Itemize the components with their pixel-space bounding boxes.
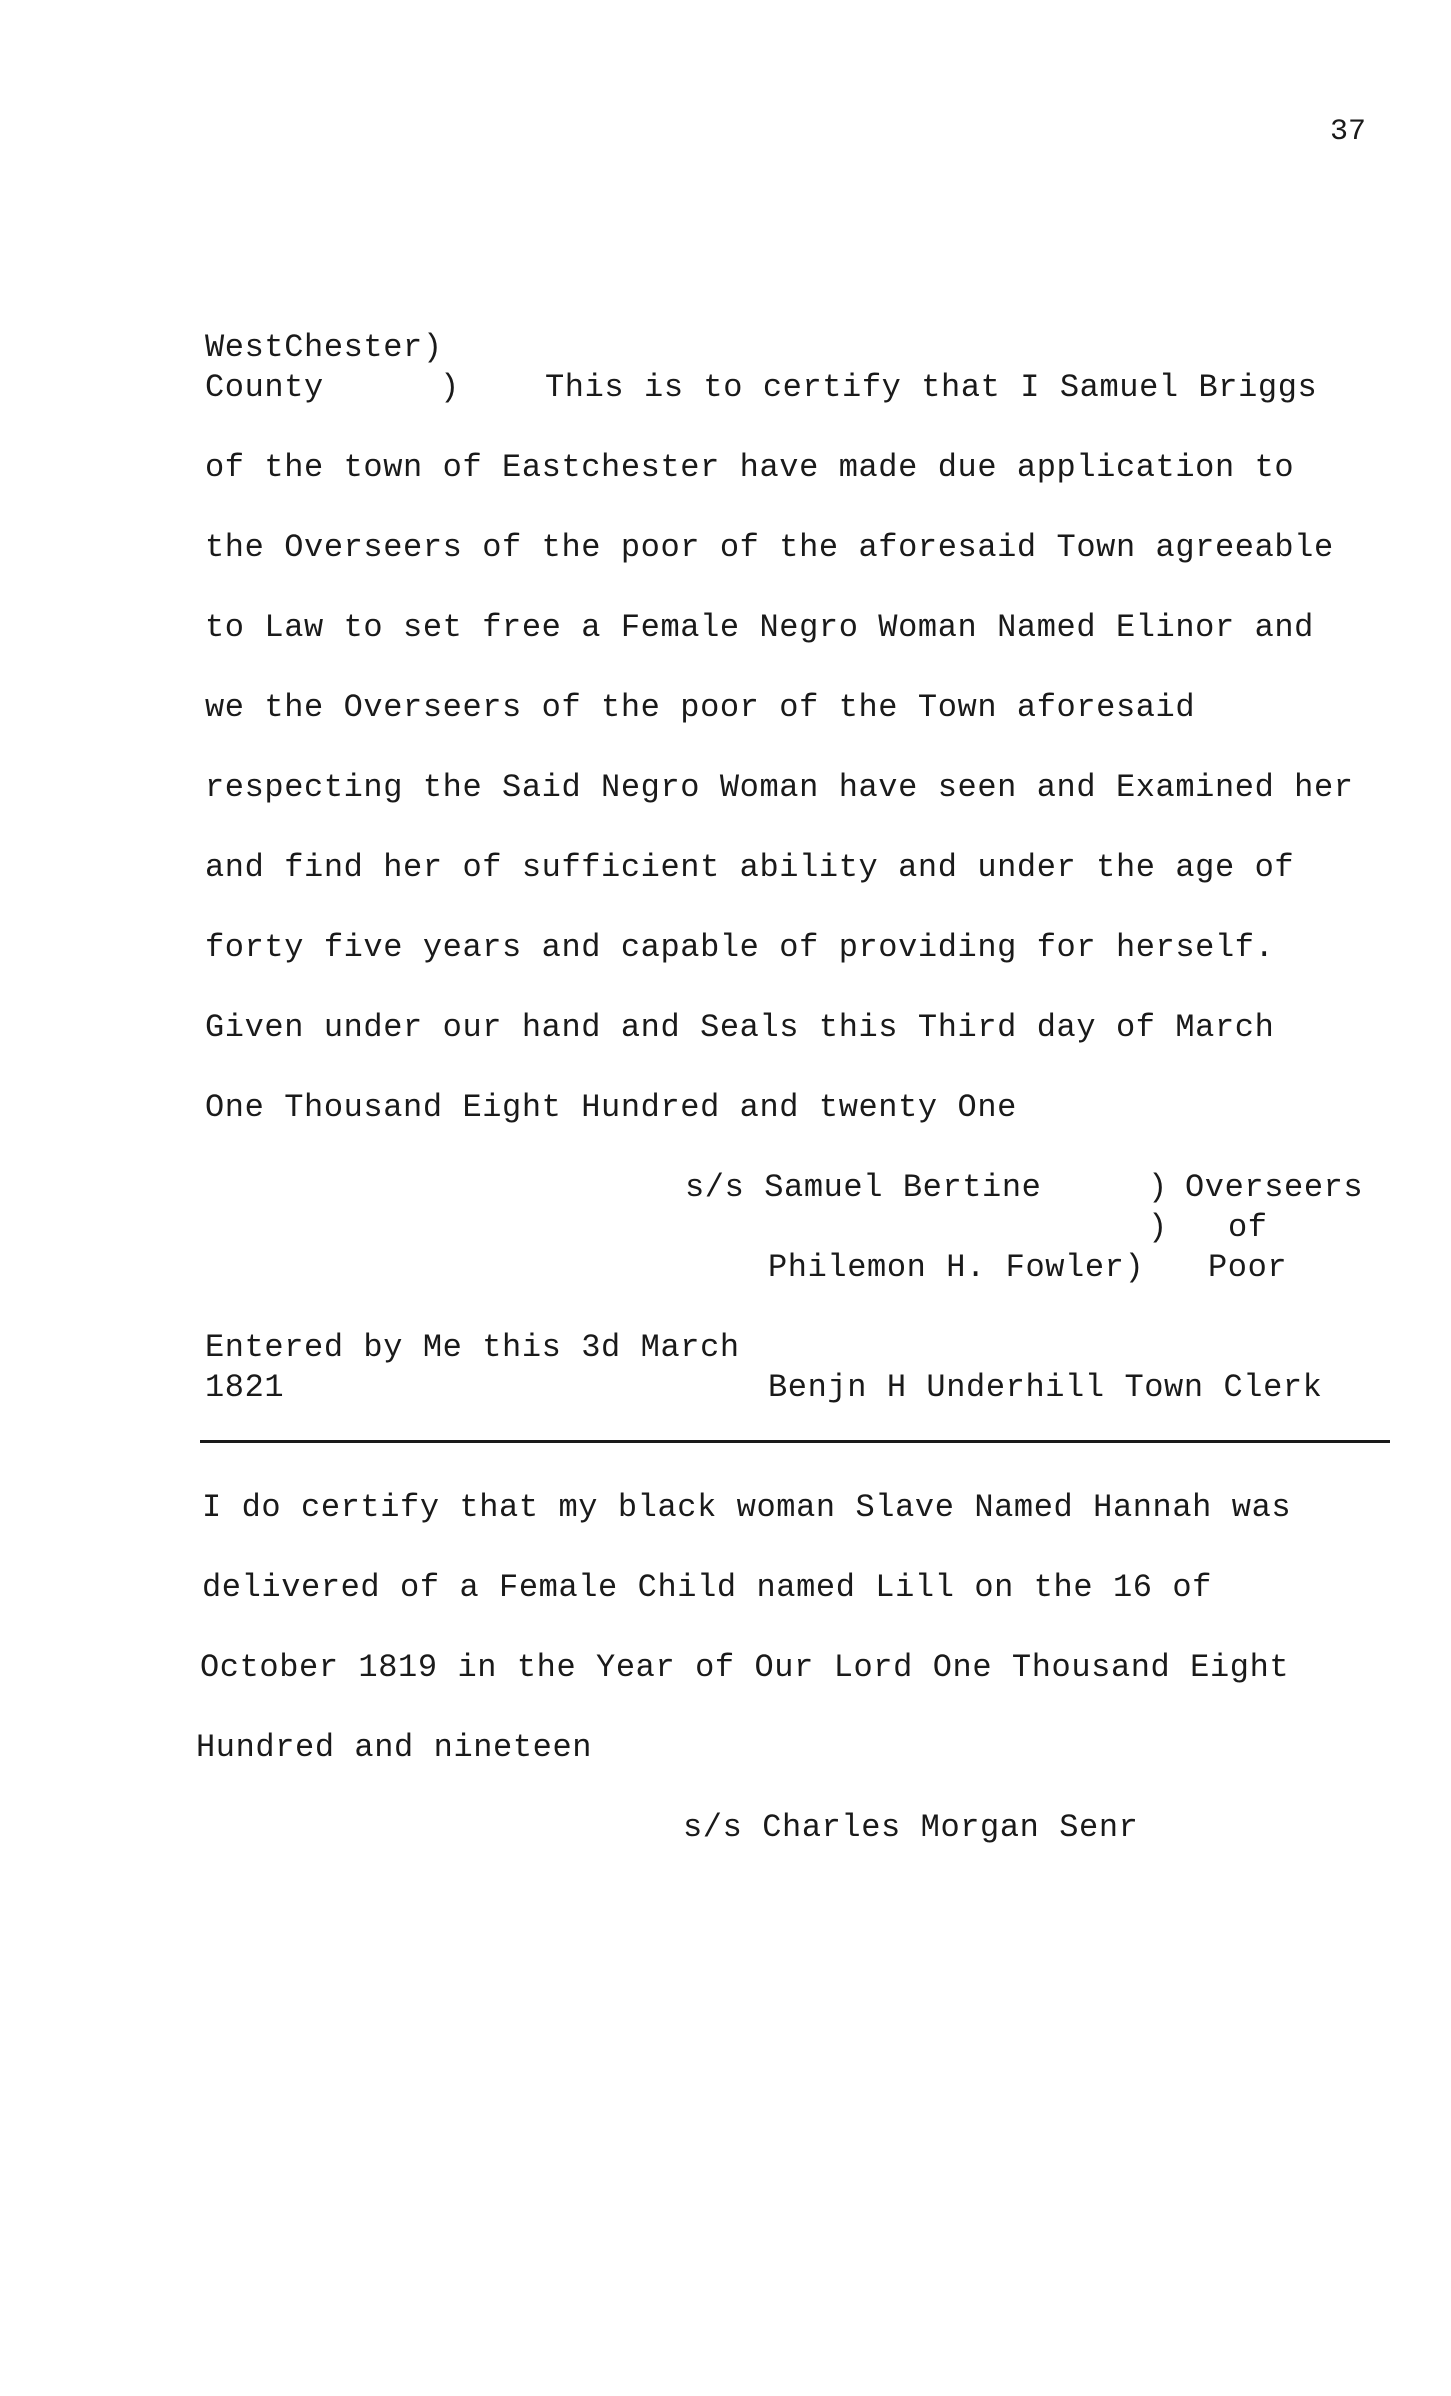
signature-bracket: ): [1148, 1169, 1168, 1206]
entry-year: 1821: [205, 1369, 285, 1406]
signature-philemon-fowler: Philemon H. Fowler): [768, 1249, 1145, 1286]
signature-charles-morgan: s/s Charles Morgan Senr: [683, 1809, 1139, 1846]
certificate-body-line: the Overseers of the poor of the aforesaid Town agreeable: [205, 529, 1334, 566]
certificate-body-line: to Law to set free a Female Negro Woman Named Elinor and: [205, 609, 1314, 646]
venue-county: County: [205, 369, 324, 406]
certificate-opening: This is to certify that I Samuel Briggs: [545, 369, 1318, 406]
certificate-body-line: One Thousand Eight Hundred and twenty One: [205, 1089, 1017, 1126]
role-poor: Poor: [1208, 1249, 1288, 1286]
birth-record-line: delivered of a Female Child named Lill on the 16 of: [202, 1569, 1212, 1606]
role-overseers: Overseers: [1185, 1169, 1364, 1206]
certificate-body-line: we the Overseers of the poor of the Town aforesaid: [205, 689, 1196, 726]
venue-paren: ): [440, 369, 460, 406]
certificate-body-line: forty five years and capable of providing for herself.: [205, 929, 1275, 966]
signature-bracket: ): [1148, 1209, 1168, 1246]
birth-record-line: October 1819 in the Year of Our Lord One Thousand Eight: [200, 1649, 1290, 1686]
role-of: of: [1228, 1209, 1268, 1246]
certificate-body-line: and find her of sufficient ability and under the age of: [205, 849, 1295, 886]
town-clerk-signature: Benjn H Underhill Town Clerk: [768, 1369, 1323, 1406]
entry-note: Entered by Me this 3d March: [205, 1329, 740, 1366]
birth-record-line: I do certify that my black woman Slave Named Hannah was: [202, 1489, 1292, 1526]
signature-samuel-bertine: s/s Samuel Bertine: [685, 1169, 1042, 1206]
birth-record-line: Hundred and nineteen: [196, 1729, 593, 1766]
venue-westchester: WestChester): [205, 329, 443, 366]
certificate-body-line: of the town of Eastchester have made due application to: [205, 449, 1295, 486]
page-number: 37: [1330, 115, 1367, 149]
section-divider: [200, 1440, 1390, 1443]
certificate-body-line: Given under our hand and Seals this Third day of March: [205, 1009, 1275, 1046]
certificate-body-line: respecting the Said Negro Woman have seen and Examined her: [205, 769, 1354, 806]
